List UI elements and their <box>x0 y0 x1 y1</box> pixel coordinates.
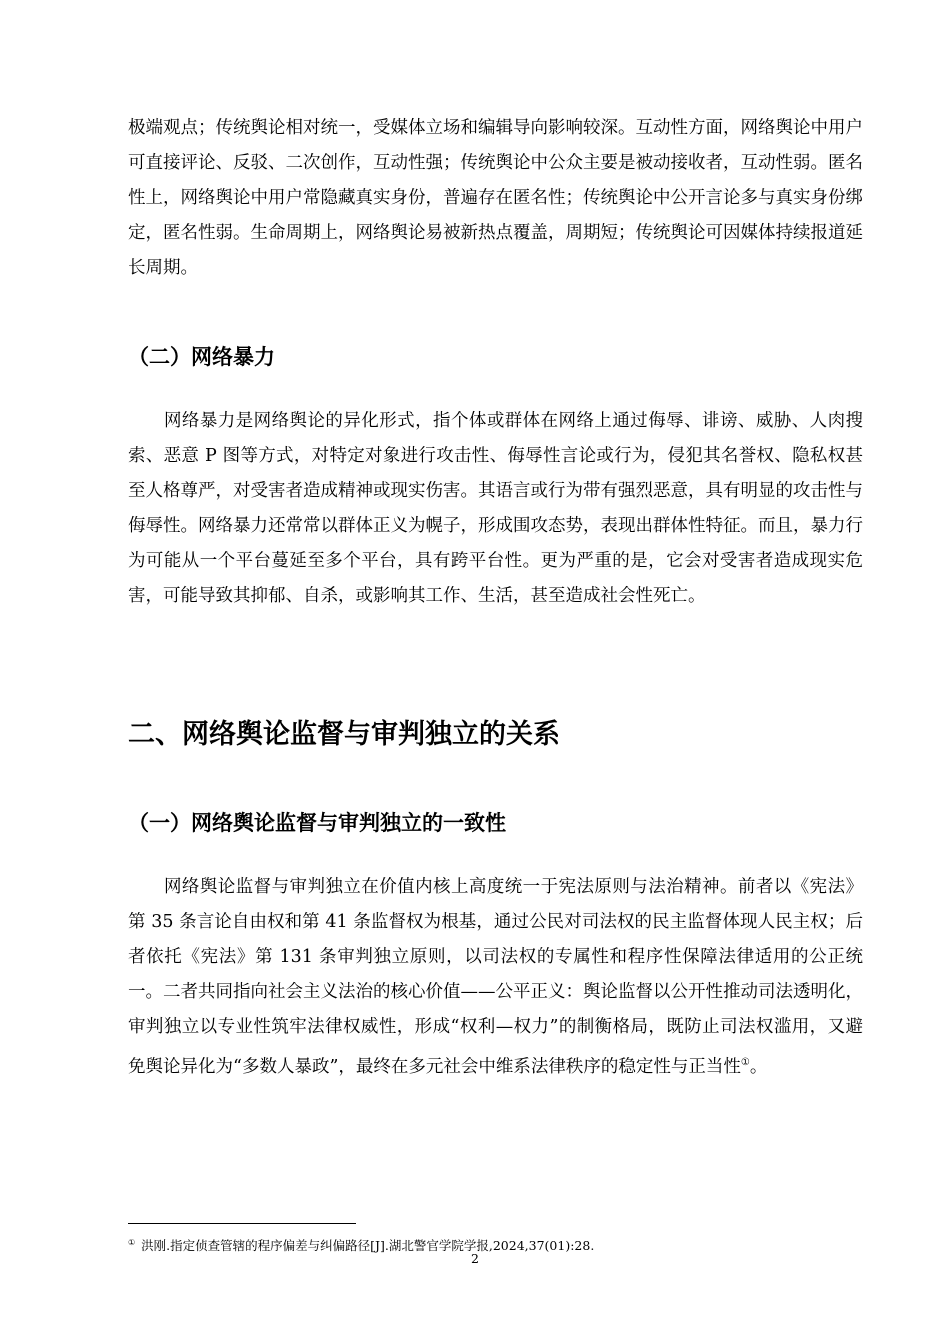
paragraph-comparison <box>128 111 863 286</box>
page-number: 2 <box>471 1251 479 1266</box>
paragraph-consistency <box>128 870 863 1085</box>
paragraph-cyber-violence-text: 网络暴力是网络舆论的异化形式，指个体或群体在网络上通过侮辱、诽谤、威胁、人肉搜索、恶意 P 图等方式，对特定对象进行攻击性、侮辱性言论或行为，侵犯其名誉权、隐私权甚至人格尊严，对受害者造成精神或现实伤害。其语言或行为带有强烈恶意，具有明显的攻击性与侮辱性。网络暴力还常常以群体正义为幌子，形成围攻态势，表现出群体性特征。而且，暴力行为可能从一个平台蔓延至多个平台，具有跨平台性。更为严重的是，它会对受害者造成现实危害，可能导致其抑郁、自杀，或影响其工作、生活，甚至造成社会性死亡。 <box>128 411 863 606</box>
paragraph-cyber-violence <box>128 404 863 614</box>
paragraph-end-punctuation: 。 <box>749 1056 768 1077</box>
heading-section-two: 二、网络舆论监督与审判独立的关系 <box>128 719 560 750</box>
footnote-mark: ① <box>128 1238 136 1247</box>
footnote-separator <box>128 1223 356 1224</box>
footnote-reference[interactable]: ① <box>740 1057 750 1068</box>
heading-consistency: （一）网络舆论监督与审判独立的一致性 <box>128 811 506 835</box>
heading-cyber-violence: （二）网络暴力 <box>128 345 275 369</box>
paragraph-consistency-text: 网络舆论监督与审判独立在价值内核上高度统一于宪法原则与法治精神。前者以《宪法》第 35 条言论自由权和第 41 条监督权为根基，通过公民对司法权的民主监督体现人民主权；后者依托《宪法》第 131 条审判独立原则，以司法权的专属性和程序性保障法律适用的公正统一。二者共同指向社会主义法治的核心价值——公平正义：舆论监督以公开性推动司法透明化，审判独立以专业性筑牢法律权威性，形成“权利—权力”的制衡格局，既防止司法权滥用，又避免舆论异化为“多数人暴政”，最终在多元社会中维系法律秩序的稳定性与正当性 <box>128 877 863 1077</box>
paragraph-comparison-text: 极端观点；传统舆论相对统一，受媒体立场和编辑导向影响较深。互动性方面，网络舆论中用户可直接评论、反驳、二次创作，互动性强；传统舆论中公众主要是被动接收者，互动性弱。匿名性上，网络舆论中用户常隐藏真实身份，普遍存在匿名性；传统舆论中公开言论多与真实身份绑定，匿名性弱。生命周期上，网络舆论易被新热点覆盖，周期短；传统舆论可因媒体持续报道延长周期。 <box>128 118 863 278</box>
footnote-text: 洪刚.指定侦查管辖的程序偏差与纠偏路径[J].湖北警官学院学报,2024,37(01):28. <box>141 1238 595 1254</box>
